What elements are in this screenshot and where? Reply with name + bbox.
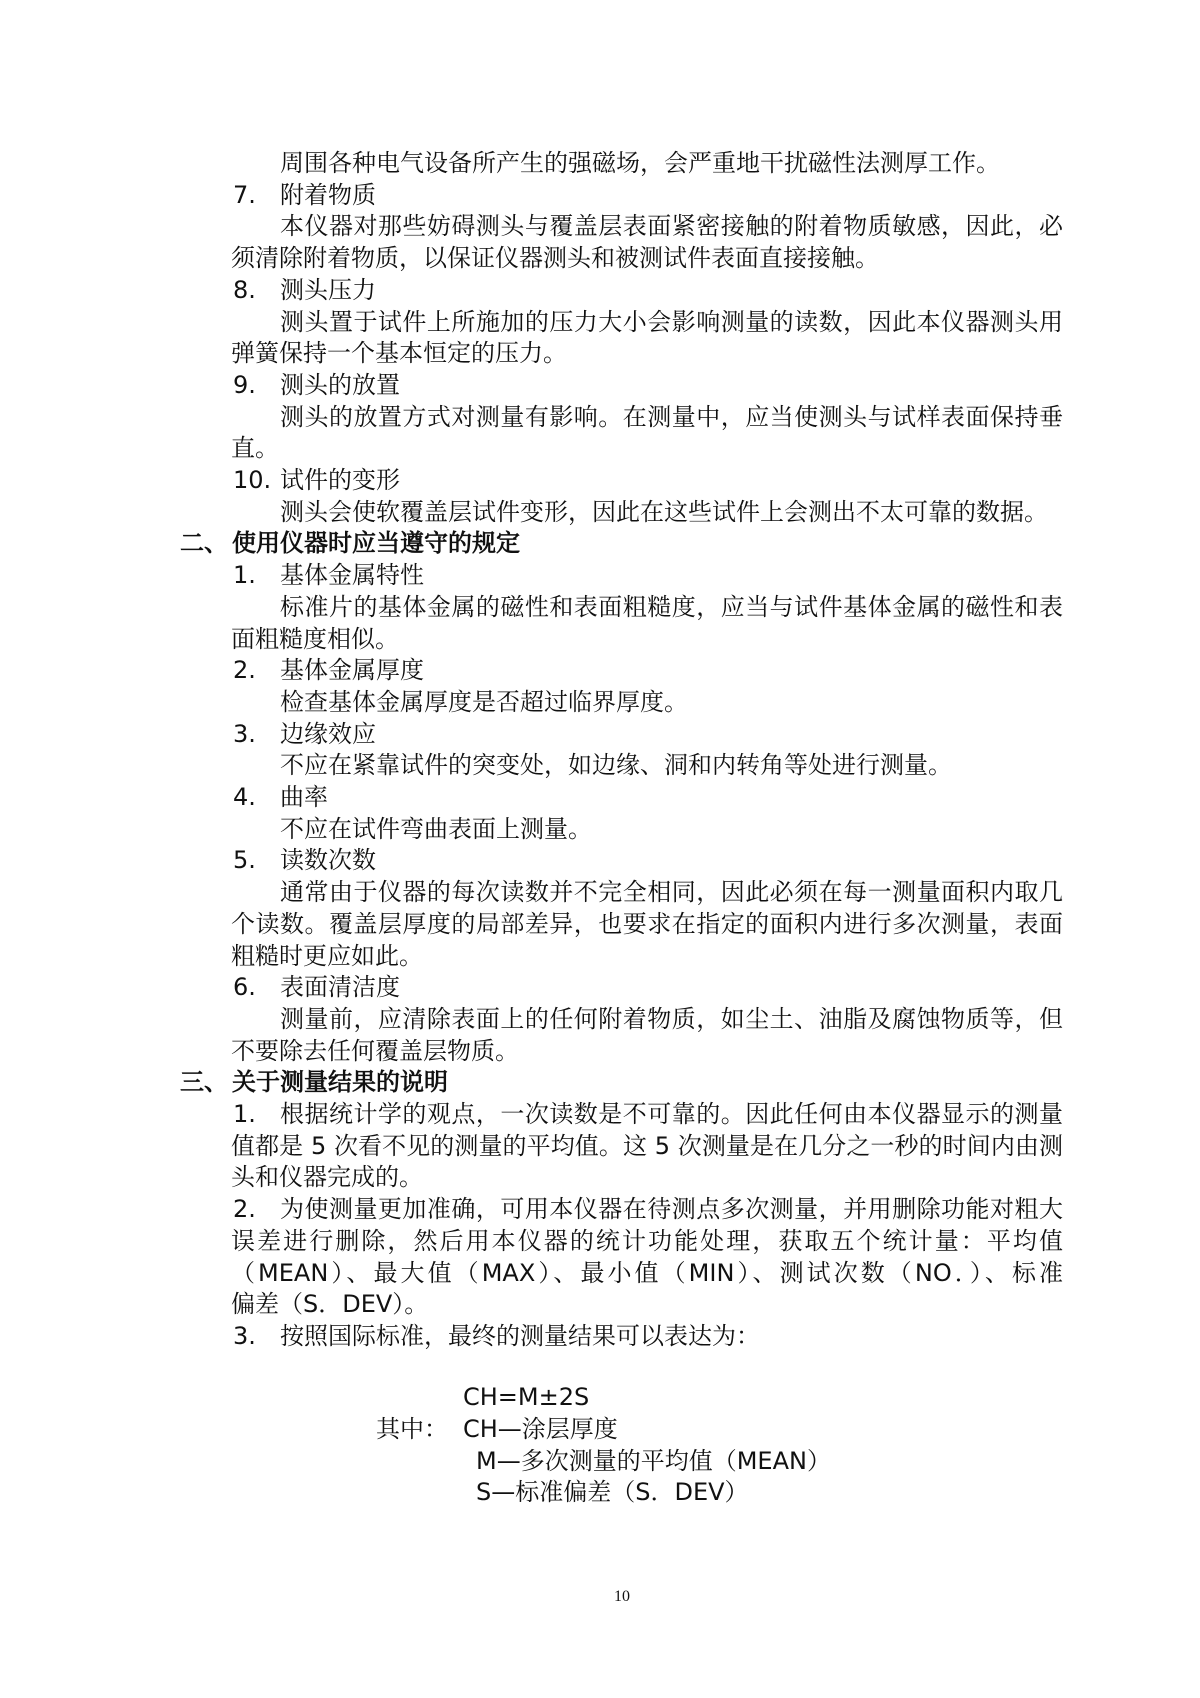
item-text: 边缘效应 — [280, 719, 376, 748]
paragraph-line: 通常由于仪器的每次读数并不完全相同，因此必须在每一测量面积内取几 — [280, 878, 1063, 907]
item-number: 3. — [233, 1321, 256, 1350]
paragraph-line: （MEAN）、最大值（MAX）、最小值（MIN）、测试次数（NO．）、标准 — [231, 1258, 1063, 1287]
paragraph-line: 周围各种电气设备所产生的强磁场，会严重地干扰磁性法测厚工作。 — [280, 149, 1000, 177]
paragraph-line: 检查基体金属厚度是否超过临界厚度。 — [280, 687, 688, 716]
paragraph-line: 测头置于试件上所施加的压力大小会影响测量的读数，因此本仪器测头用 — [280, 307, 1063, 336]
item-text: 为使测量更加准确，可用本仪器在待测点多次测量，并用删除功能对粗大 — [280, 1195, 1063, 1224]
item-number: 7. — [233, 180, 256, 209]
formula-def-ch: CH—涂层厚度 — [463, 1415, 618, 1443]
section-heading — [180, 527, 1063, 559]
list-item — [233, 1320, 1063, 1352]
list-item — [233, 718, 1063, 750]
formula-where-label: 其中： — [376, 1415, 448, 1443]
item-number: 8. — [233, 275, 256, 304]
paragraph-line: 面粗糙度相似。 — [231, 624, 399, 653]
paragraph-line: 不应在试件弯曲表面上测量。 — [280, 814, 592, 843]
list-item — [233, 274, 1063, 306]
item-number: 2. — [233, 656, 256, 685]
paragraph-line: 误差进行删除，然后用本仪器的统计功能处理，获取五个统计量：平均值 — [231, 1226, 1063, 1255]
paragraph-line: 弹簧保持一个基本恒定的压力。 — [231, 339, 567, 368]
item-number: 1. — [233, 1100, 256, 1128]
item-number: 1. — [233, 561, 256, 590]
item-text: 表面清洁度 — [280, 973, 400, 1002]
item-number: 4. — [233, 783, 256, 811]
list-item — [233, 781, 1063, 813]
section-number: 二、 — [180, 529, 228, 558]
item-text: 读数次数 — [280, 846, 376, 875]
item-number: 9. — [233, 370, 256, 399]
formula-def-s: S—标准偏差（S．DEV） — [476, 1478, 749, 1506]
paragraph-line: 粗糙时更应如此。 — [231, 941, 423, 970]
paragraph-line: 直。 — [231, 434, 279, 463]
item-text: 测头的放置 — [280, 370, 400, 399]
item-text: 试件的变形 — [280, 466, 400, 494]
paragraph-line: 测量前，应清除表面上的任何附着物质，如尘土、油脂及腐蚀物质等，但 — [280, 1004, 1063, 1033]
paragraph-line: 不要除去任何覆盖层物质。 — [231, 1036, 519, 1065]
item-text: 基体金属特性 — [280, 561, 424, 590]
paragraph-line: 值都是 5 次看不见的测量的平均值。这 5 次测量是在几分之一秒的时间内由测 — [231, 1131, 1063, 1160]
paragraph-line: 标准片的基体金属的磁性和表面粗糙度，应当与试件基体金属的磁性和表 — [280, 592, 1063, 621]
formula-def-m: M—多次测量的平均值（MEAN） — [476, 1447, 831, 1475]
list-item — [233, 559, 1063, 591]
item-number: 2. — [233, 1195, 256, 1224]
item-number: 10. — [233, 466, 272, 494]
list-item — [233, 1098, 1063, 1130]
item-text: 测头压力 — [280, 275, 376, 304]
item-text: 按照国际标准，最终的测量结果可以表达为： — [280, 1321, 760, 1350]
section-title: 使用仪器时应当遵守的规定 — [232, 529, 520, 558]
paragraph-line: 本仪器对那些妨碍测头与覆盖层表面紧密接触的附着物质敏感，因此，必 — [280, 212, 1063, 241]
paragraph-line: 测头的放置方式对测量有影响。在测量中，应当使测头与试样表面保持垂 — [280, 402, 1063, 431]
item-number: 5. — [233, 846, 256, 875]
paragraph-line: 偏差（S．DEV）。 — [231, 1290, 429, 1319]
list-item — [233, 971, 1063, 1003]
formula-expression: CH=M±2S — [463, 1383, 590, 1411]
paragraph-line: 测头会使软覆盖层试件变形，因此在这些试件上会测出不太可靠的数据。 — [280, 497, 1048, 526]
item-number: 3. — [233, 719, 256, 748]
list-item — [233, 1193, 1063, 1225]
section-number: 三、 — [180, 1068, 228, 1097]
list-item — [233, 654, 1063, 686]
section-title: 关于测量结果的说明 — [232, 1068, 448, 1097]
section-heading — [180, 1066, 1063, 1098]
list-item — [233, 369, 1063, 401]
page-number: 10 — [614, 1588, 630, 1605]
item-number: 6. — [233, 973, 256, 1002]
paragraph-line: 头和仪器完成的。 — [231, 1163, 423, 1192]
list-item — [233, 179, 1063, 211]
paragraph-line: 个读数。覆盖层厚度的局部差异，也要求在指定的面积内进行多次测量，表面 — [231, 909, 1063, 938]
paragraph-line: 须清除附着物质，以保证仪器测头和被测试件表面直接接触。 — [231, 244, 879, 273]
list-item — [233, 844, 1063, 876]
paragraph-line: 不应在紧靠试件的突变处，如边缘、洞和内转角等处进行测量。 — [280, 751, 952, 780]
list-item — [233, 464, 1063, 496]
item-text: 根据统计学的观点，一次读数是不可靠的。因此任何由本仪器显示的测量 — [280, 1100, 1063, 1128]
item-text: 附着物质 — [280, 180, 376, 209]
item-text: 曲率 — [280, 783, 328, 811]
item-text: 基体金属厚度 — [280, 656, 424, 685]
